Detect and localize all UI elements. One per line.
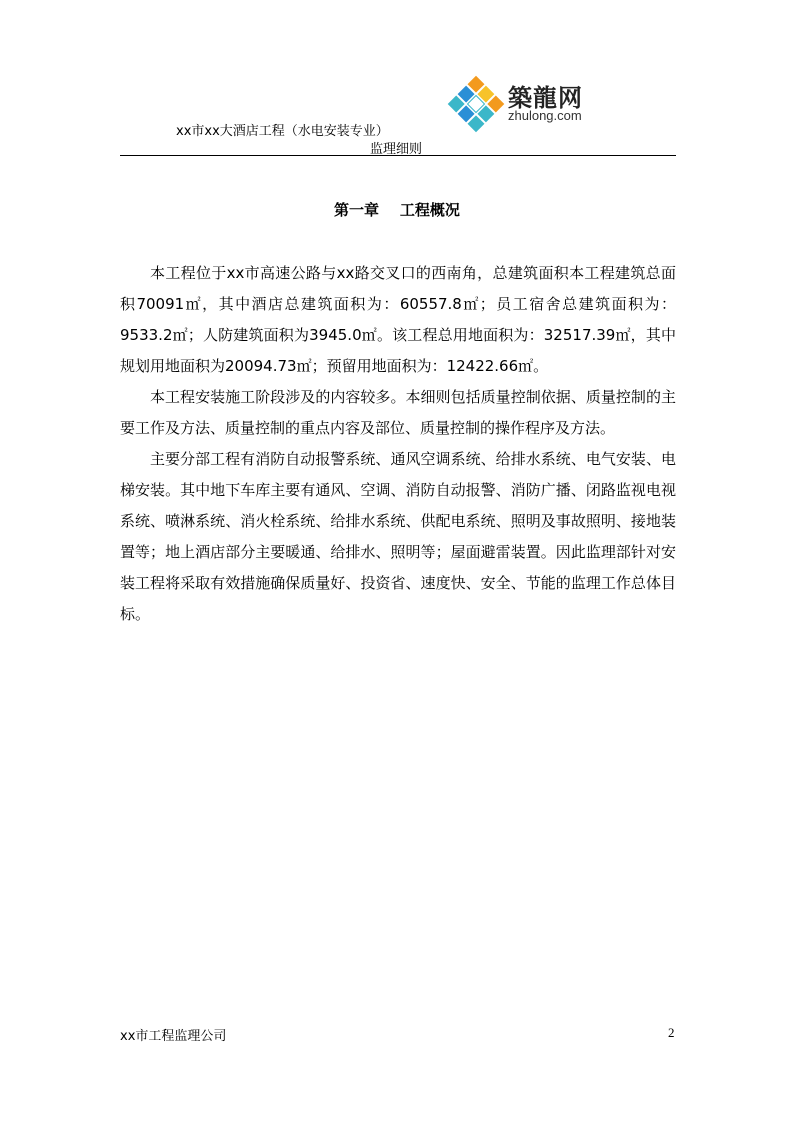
paragraph: 本工程安装施工阶段涉及的内容较多。本细则包括质量控制依据、质量控制的主要工作及方法、质量控制的重点内容及部位、质量控制的操作程序及方法。 [120,388,676,437]
footer-company: xx市工程监理公司 [120,1029,227,1044]
paragraph: 主要分部工程有消防自动报警系统、通风空调系统、给排水系统、电气安装、电梯安装。其中地下车库主要有通风、空调、消防自动报警、消防广播、闭路监视电视系统、喷淋系统、消火栓系统、给排水系统、供配电系统、照明及事故照明、接地装置等；地上酒店部分主要暖通、给排水、照明等；屋面避雷装置。因此监理部针对安装工程将采取有效措施确保质量好、投资省、速度快、安全、节能的监理工作总体目标。 [120,450,676,623]
header-divider [120,155,676,156]
chapter-title: 第一章 工程概况 [334,201,460,219]
header-subtitle: 监理细则 [370,142,423,157]
document-body [120,258,676,630]
logo-name-english: zhulong.com [508,108,582,123]
zhulong-logo [446,74,616,134]
zhulong-logo-icon [446,74,506,134]
paragraph: 本工程位于xx市高速公路与xx路交叉口的西南角，总建筑面积本工程建筑总面积70091㎡，其中酒店总建筑面积为：60557.8㎡；员工宿舍总建筑面积为：9533.2㎡；人防建筑面积为3945.0㎡。该工程总用地面积为：32517.39㎡，其中规划用地面积为20094.73㎡；预留用地面积为：12422.66㎡。 [120,264,676,375]
page-number: 2 [668,1025,675,1040]
logo-name-chinese: 築龍网 [508,83,583,112]
header-project-title: xx市xx大酒店工程（水电安装专业） [176,124,389,139]
